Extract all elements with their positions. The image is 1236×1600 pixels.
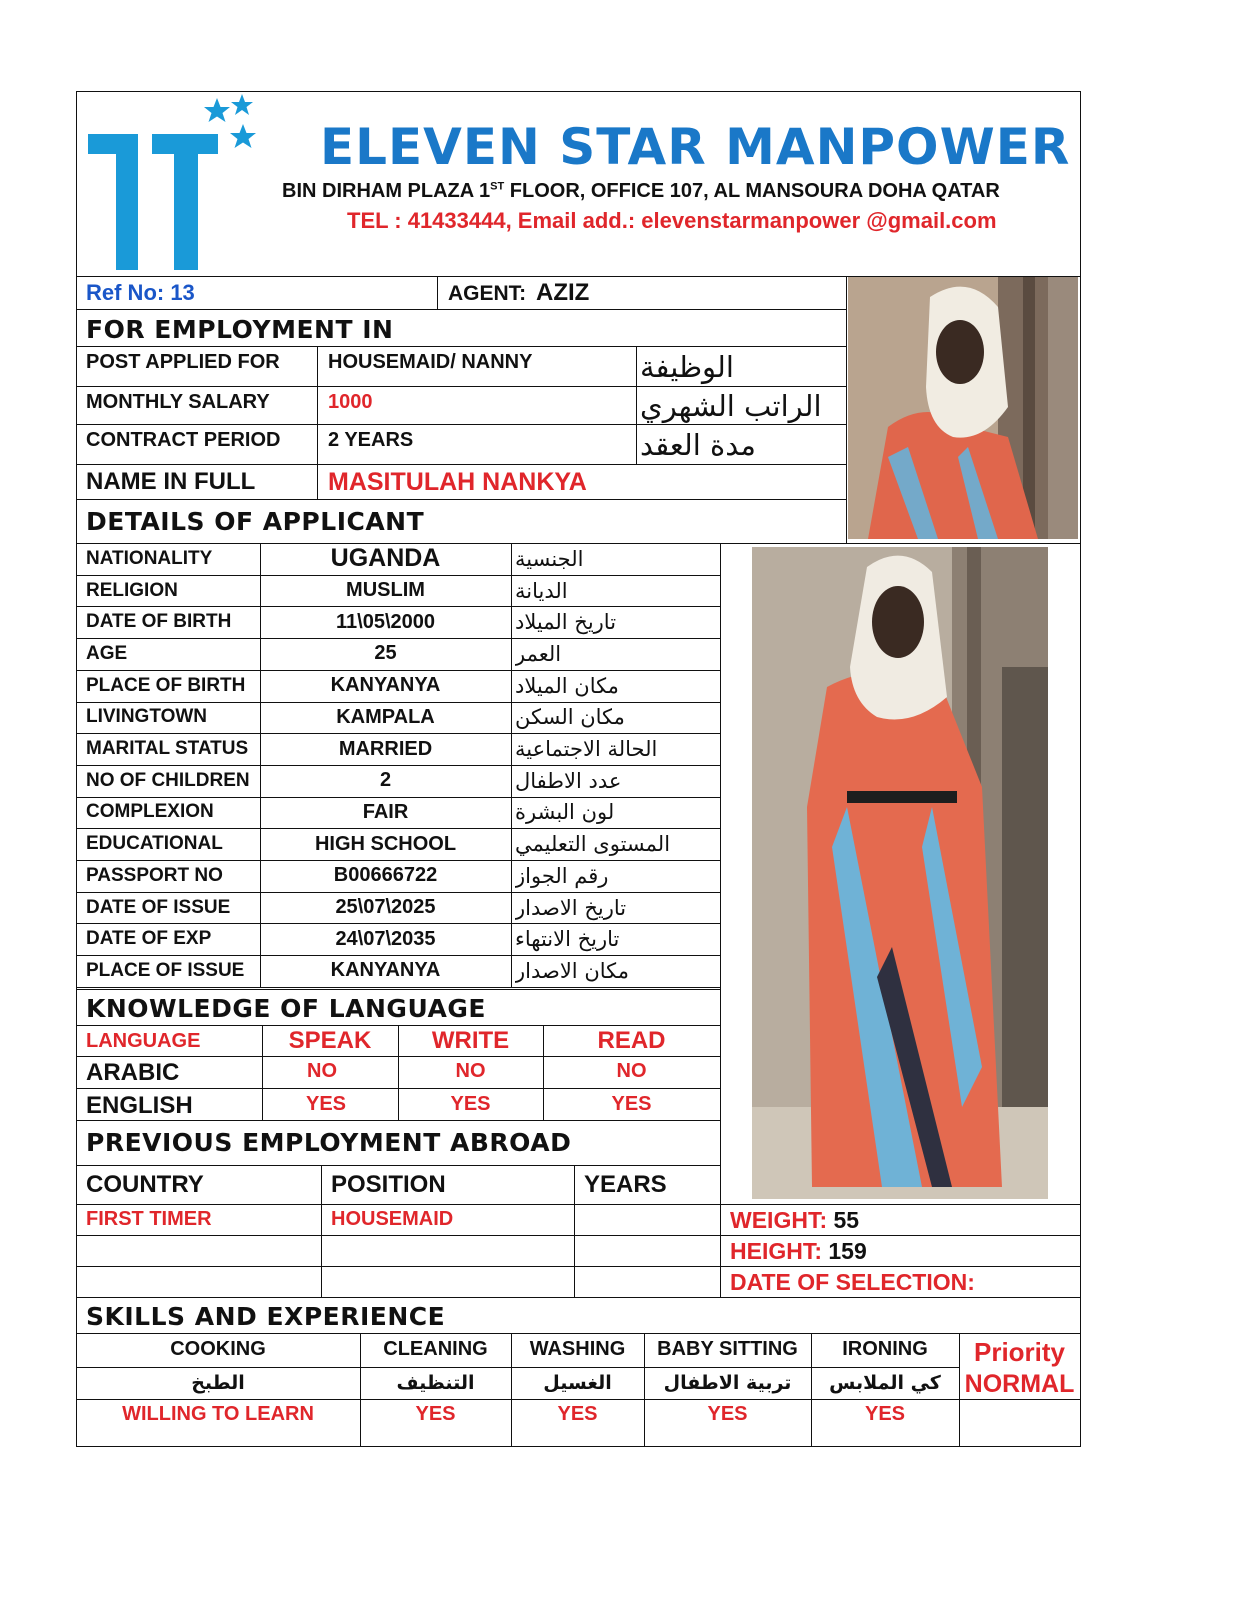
previous-position: HOUSEMAID: [331, 1207, 454, 1230]
applicant-photo-full: [752, 547, 1048, 1199]
skill-value: WILLING TO LEARN: [122, 1402, 314, 1425]
employment-row-label: CONTRACT PERIOD: [86, 428, 281, 451]
priority-label: Priority: [973, 1336, 1066, 1367]
name-label: NAME IN FULL: [86, 468, 256, 495]
weight-value: 55: [833, 1206, 860, 1233]
detail-value: 24\07\2035: [335, 927, 436, 950]
skill-arabic: الغسيل: [543, 1372, 612, 1394]
logo-one-right: [152, 134, 218, 270]
ref-number: Ref No: 13: [86, 279, 195, 305]
detail-label: EDUCATIONAL: [86, 833, 223, 855]
skill-name: IRONING: [842, 1337, 928, 1360]
detail-label: COMPLEXION: [86, 801, 214, 823]
detail-label: MARITAL STATUS: [86, 738, 249, 760]
language-write: YES: [450, 1092, 491, 1115]
agent-label: AGENT:: [448, 281, 527, 305]
employment-row-value: HOUSEMAID/ NANNY: [328, 350, 533, 373]
detail-label: LIVINGTOWN: [86, 706, 208, 728]
language-speak: NO: [307, 1059, 337, 1082]
detail-value: B00666722: [333, 864, 438, 887]
skill-value: YES: [707, 1402, 748, 1425]
detail-value: FAIR: [362, 800, 409, 823]
detail-value: 25: [374, 642, 397, 665]
language-header: LANGUAGE: [86, 1029, 201, 1052]
skill-arabic: كي الملابس: [829, 1372, 941, 1394]
company-contact: TEL : 41433444, Email add.: elevenstarmanpower @gmail.com: [347, 208, 997, 233]
language-speak: YES: [305, 1092, 347, 1115]
detail-label: AGE: [86, 642, 128, 664]
detail-arabic: تاريخ الانتهاء: [515, 927, 620, 952]
company-address: [282, 180, 1000, 203]
detail-value: 11\05\2000: [336, 610, 435, 633]
detail-label: NATIONALITY: [86, 547, 213, 569]
salary-value: 1000: [328, 390, 373, 413]
applicant-photo-portrait: [848, 277, 1078, 539]
company-logo: [86, 94, 261, 274]
detail-arabic: مكان الاصدار: [515, 958, 629, 983]
previous-country: FIRST TIMER: [86, 1207, 212, 1230]
height-value: 159: [828, 1237, 867, 1264]
detail-value: KANYANYA: [330, 959, 441, 982]
detail-arabic: مكان الميلاد: [515, 673, 619, 698]
height-label: HEIGHT:: [730, 1237, 822, 1264]
detail-arabic: العمر: [515, 641, 562, 666]
detail-arabic: مكان السكن: [515, 705, 625, 730]
detail-value: HIGH SCHOOL: [314, 832, 457, 855]
detail-value: 2: [379, 769, 392, 792]
language-header: READ: [597, 1027, 666, 1054]
detail-label: DATE OF BIRTH: [86, 611, 232, 633]
previous-header: YEARS: [584, 1171, 667, 1198]
priority-value: NORMAL: [964, 1369, 1075, 1398]
detail-value: KANYANYA: [330, 674, 441, 697]
language-name: ENGLISH: [86, 1091, 193, 1119]
logo-one-left: [88, 134, 138, 270]
detail-value: KAMPALA: [336, 705, 435, 728]
skill-value: YES: [864, 1402, 906, 1425]
detail-value: MUSLIM: [346, 579, 425, 602]
language-header: SPEAK: [288, 1027, 372, 1054]
language-write: NO: [455, 1059, 486, 1082]
height-field: [730, 1236, 867, 1266]
detail-label: PLACE OF BIRTH: [86, 674, 246, 696]
detail-arabic: تاريخ الميلاد: [515, 610, 617, 635]
skill-name: WASHING: [529, 1337, 626, 1360]
skill-arabic: الطبخ: [191, 1372, 245, 1394]
detail-label: NO OF CHILDREN: [86, 769, 250, 791]
logo-star-1: [204, 98, 230, 122]
employment-row-label: MONTHLY SALARY: [86, 390, 270, 413]
detail-arabic: الديانة: [515, 578, 568, 603]
employment-row-arabic: الوظيفة: [640, 349, 734, 384]
previous-header: COUNTRY: [86, 1171, 204, 1198]
detail-arabic: الجنسية: [515, 546, 584, 571]
detail-value: 25\07\2025: [335, 896, 436, 919]
skill-name: BABY SITTING: [657, 1337, 798, 1360]
previous-header: POSITION: [331, 1171, 446, 1198]
detail-value: MARRIED: [338, 737, 433, 760]
detail-arabic: لون البشرة: [515, 800, 615, 825]
skill-arabic: تربية الاطفال: [663, 1372, 792, 1394]
agent-value: AZIZ: [536, 278, 590, 306]
weight-label: WEIGHT:: [730, 1206, 828, 1233]
employment-row-arabic: مدة العقد: [640, 427, 756, 462]
logo-star-2: [231, 94, 253, 115]
detail-label: RELIGION: [86, 579, 178, 601]
employment-section-title: FOR EMPLOYMENT IN: [86, 314, 394, 344]
skill-name: COOKING: [170, 1337, 266, 1360]
company-name: ELEVEN STAR MANPOWER: [320, 118, 1071, 176]
weight-field: [730, 1205, 859, 1235]
skill-arabic: التنظيف: [396, 1372, 475, 1394]
language-section-title: KNOWLEDGE OF LANGUAGE: [86, 993, 486, 1023]
detail-arabic: الحالة الاجتماعية: [515, 737, 658, 762]
detail-label: DATE OF ISSUE: [86, 896, 231, 918]
detail-label: PLACE OF ISSUE: [86, 959, 245, 981]
selection-date-label: DATE OF SELECTION:: [730, 1268, 975, 1295]
full-name-value: MASITULAH NANKYA: [328, 467, 587, 496]
language-read: YES: [611, 1092, 652, 1115]
address-part-2: FLOOR, OFFICE 107, AL MANSOURA DOHA QATAR: [504, 180, 1000, 202]
skill-value: YES: [415, 1402, 456, 1425]
logo-star-3: [230, 124, 256, 148]
address-part-1: BIN DIRHAM PLAZA 1: [282, 180, 491, 202]
detail-arabic: رقم الجواز: [515, 863, 609, 888]
detail-label: DATE OF EXP: [86, 928, 212, 950]
detail-label: PASSPORT NO: [86, 864, 223, 886]
previous-section-title: PREVIOUS EMPLOYMENT ABROAD: [86, 1127, 572, 1157]
skill-value: YES: [557, 1402, 598, 1425]
skill-name: CLEANING: [383, 1337, 488, 1360]
details-section-title: DETAILS OF APPLICANT: [86, 506, 425, 536]
address-superscript: ST: [490, 180, 505, 193]
employment-row-value: 2 YEARS: [328, 428, 414, 451]
language-name: ARABIC: [86, 1058, 180, 1086]
detail-value: UGANDA: [330, 544, 441, 573]
detail-arabic: المستوى التعليمي: [515, 832, 671, 857]
language-header: WRITE: [431, 1027, 510, 1054]
employment-row-arabic: الراتب الشهري: [640, 388, 822, 423]
language-read: NO: [616, 1059, 647, 1082]
skills-section-title: SKILLS AND EXPERIENCE: [86, 1301, 446, 1331]
employment-row-label: POST APPLIED FOR: [86, 350, 280, 373]
detail-arabic: عدد الاطفال: [515, 768, 622, 793]
detail-arabic: تاريخ الاصدار: [515, 895, 627, 920]
